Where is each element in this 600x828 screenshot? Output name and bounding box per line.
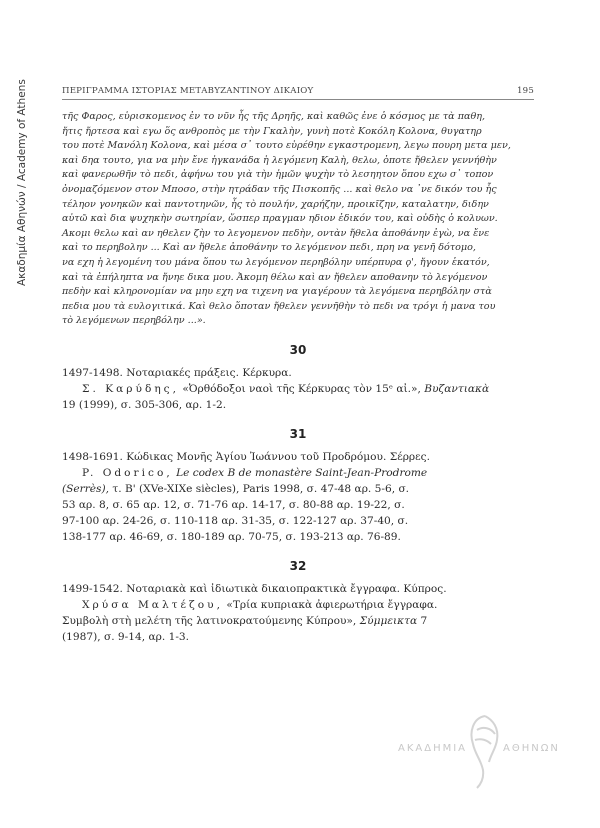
entry-heading: 1497-1498. Νοταριακές πράξεις. Κέρκυρα.: [62, 366, 292, 379]
citation-journal: Σύμμεικτα: [359, 614, 418, 627]
entry-heading: 1498-1691. Κώδικας Μονῆς Ἁγίου Ἰωάννου τοῦ Προδρόμου. Σέρρες.: [62, 450, 430, 463]
citation-title-cont: (Serrès),: [62, 482, 109, 495]
quote-line: αὐτῶ καὶ δια ψυχηκὴν σωτηρίαν, ὥσπερ πραγμαν ηδιον ἐδικόν του, καὶ οὐδὴς ὁ κολυων.: [62, 213, 498, 225]
quote-line: πεδια μου τὰ ευλογιτικά. Καὶ θελο ὅποταν ἤθελεν γεννῆθὴν τὸ πεδι να τρόγι ἡ μανα του: [62, 300, 496, 312]
entry-number: 31: [289, 426, 307, 441]
watermark-right-word: ΑΘΗΝΩΝ: [503, 743, 560, 754]
citation-author: P. Odorico,: [82, 466, 173, 479]
citation-continuation: [62, 613, 534, 629]
entry-citation: [82, 381, 534, 397]
academy-watermark: [398, 705, 558, 795]
citation-continuation: 138-177 αρ. 46-69, σ. 180-189 αρ. 70-75, σ. 193-213 αρ. 76-89.: [62, 530, 401, 543]
entry-citation: [82, 597, 534, 613]
quote-line: να εχη ἡ λεγομένη του μάνα ὅπου τω λεγόμενον περηβόλην υπέρπυρα ϙ', ἤγουν ἑκατόν,: [62, 256, 490, 268]
citation-volume: 7: [417, 614, 428, 627]
entry-31: [62, 427, 534, 545]
quote-line: τέληον γονηκῶν καὶ παντοτηνῶν, ἧς τὸ πουλήν, χαρήζην, προικῖζην, καταλατην, διδην: [62, 198, 489, 210]
entry-number: 32: [289, 558, 307, 573]
quote-line: ὀνομαζόμενον στον Μποσο, στὴν ητράδαν τῆς Πισκοπῆς ... καὶ θελο να ᾿νε δικόν του ἧς: [62, 183, 497, 195]
quote-line: καὶ δηα τουτο, για να μὴν ἔνε ἠγκανάδα ἡ λεγόμενη Καλὴ, θελω, ὁποτε ἤθελεν γεννήθὴν: [62, 154, 497, 166]
citation-details: τ. Β' (XVe-XIXe siècles), Paris 1998, σ. 47-48 αρ. 5-6, σ.: [109, 482, 410, 495]
citation-continuation: [62, 481, 534, 497]
entry-30: [62, 343, 534, 413]
citation-journal: Βυζαντιακὰ: [424, 382, 490, 395]
citation-continuation: 97-100 αρ. 24-26, σ. 110-118 αρ. 31-35, σ. 122-127 αρ. 37-40, σ.: [62, 514, 409, 527]
citation-continuation: 19 (1999), σ. 305-306, αρ. 1-2.: [62, 398, 227, 411]
quote-line: τὸ λεγόμενων περηβόλην ...».: [62, 315, 206, 327]
entry-number: 30: [289, 342, 307, 357]
citation-title: «Ὀρθόδοξοι ναοὶ τῆς Κέρκυρας τὸν 15ᵉ αἰ.»,: [179, 382, 425, 395]
side-label: [14, 36, 34, 286]
citation-continuation: 53 αρ. 8, σ. 65 αρ. 12, σ. 71-76 αρ. 14-17, σ. 80-88 αρ. 19-22, σ.: [62, 498, 405, 511]
citation-author: Σ. Καρύδης,: [82, 382, 179, 395]
running-header: [62, 86, 534, 100]
watermark-left-word: ΑΚΑΔΗΜΙΑ: [398, 743, 468, 754]
header-title: ΠΕΡΙΓΡΑΜΜΑ ΙΣΤΟΡΙΑΣ ΜΕΤΑΒΥΖΑΝΤΙΝΟΥ ΔΙΚΑΙΟΥ: [62, 86, 314, 96]
quote-line: πεδὴν καὶ κληρονομίαν να μηυ εχη να τιχενη να γιαγέρουν τὰ λεγόμενα περηβόλην στὰ: [62, 286, 492, 298]
page: [62, 86, 534, 645]
quote-line: τῆς Φαρος, εὑρισκομενος ἐν το νῦν ἧς τῆς Δρηῆς, καὶ καθῶς ἐνε ὁ κόσμος με τὰ παθη,: [62, 111, 486, 122]
citation-continuation: (1987), σ. 9-14, αρ. 1-3.: [62, 630, 190, 643]
citation-title-cont: Συμβολὴ στὴ μελέτη τῆς λατινοκρατούμενης Κύπρου»,: [62, 614, 360, 627]
citation-title: «Τρία κυπριακὰ ἀφιερωτήρια ἔγγραφα.: [222, 598, 438, 611]
quote-line: καὶ φανερωθῆν τὸ πεδι, ἀφήνω του γιὰ τὴν ἡμῶν ψυχὴν τὸ λεσηητον ὅπου εχω σ᾿ τοπον: [62, 169, 494, 181]
quote-line: καὶ το περηβολην ... Καὶ αν ἤθελε ἀποθάνην το λεγόμενον πεδι, πρη να γενῆ δότομο,: [62, 242, 476, 254]
entry-heading: 1499-1542. Νοταριακὰ καὶ ἰδιωτικὰ δικαιοπρακτικὰ ἔγγραφα. Κύπρος.: [62, 582, 447, 595]
quote-line: Ακομι θελω καὶ αν ηθελεν ζὴν το λεγομενον πεδὴν, οντὰν ἤθελα ἀποθάνην ἐγὼ, να ἔνε: [62, 227, 490, 239]
quote-line: ἤτις ἤρτεσα καὶ εγω ὅς ανθροπὸς με τὴν Γκαλὴν, γυνὴ ποτὲ Κοκόλη Κολονα, θυγατηρ: [62, 125, 482, 137]
side-label-text: Ακαδημία Αθηνών / Academy of Athens: [16, 79, 28, 286]
page-number: 195: [516, 86, 534, 96]
quote-line: του ποτὲ Μανόλη Κολονα, καὶ μέσα σ᾿ τουτο εὑρέθην εγκαστρομενη, λεγω πουρη μετα μεν,: [62, 140, 511, 152]
citation-author: Χρύσα Μαλτέζου,: [82, 598, 223, 611]
athena-head-icon: [463, 710, 507, 790]
entry-citation: [82, 465, 534, 481]
quoted-document: [62, 110, 534, 329]
entry-32: [62, 559, 534, 645]
citation-title: Le codex B de monastère Saint-Jean-Prodrome: [172, 466, 428, 479]
quote-line: καὶ τὰ ἐπήληπτα να ἤνηε δικα μου. Ἀκομη θέλω καὶ αν ἤθελεν αποθανην τὸ λεγόμενον: [62, 271, 488, 283]
